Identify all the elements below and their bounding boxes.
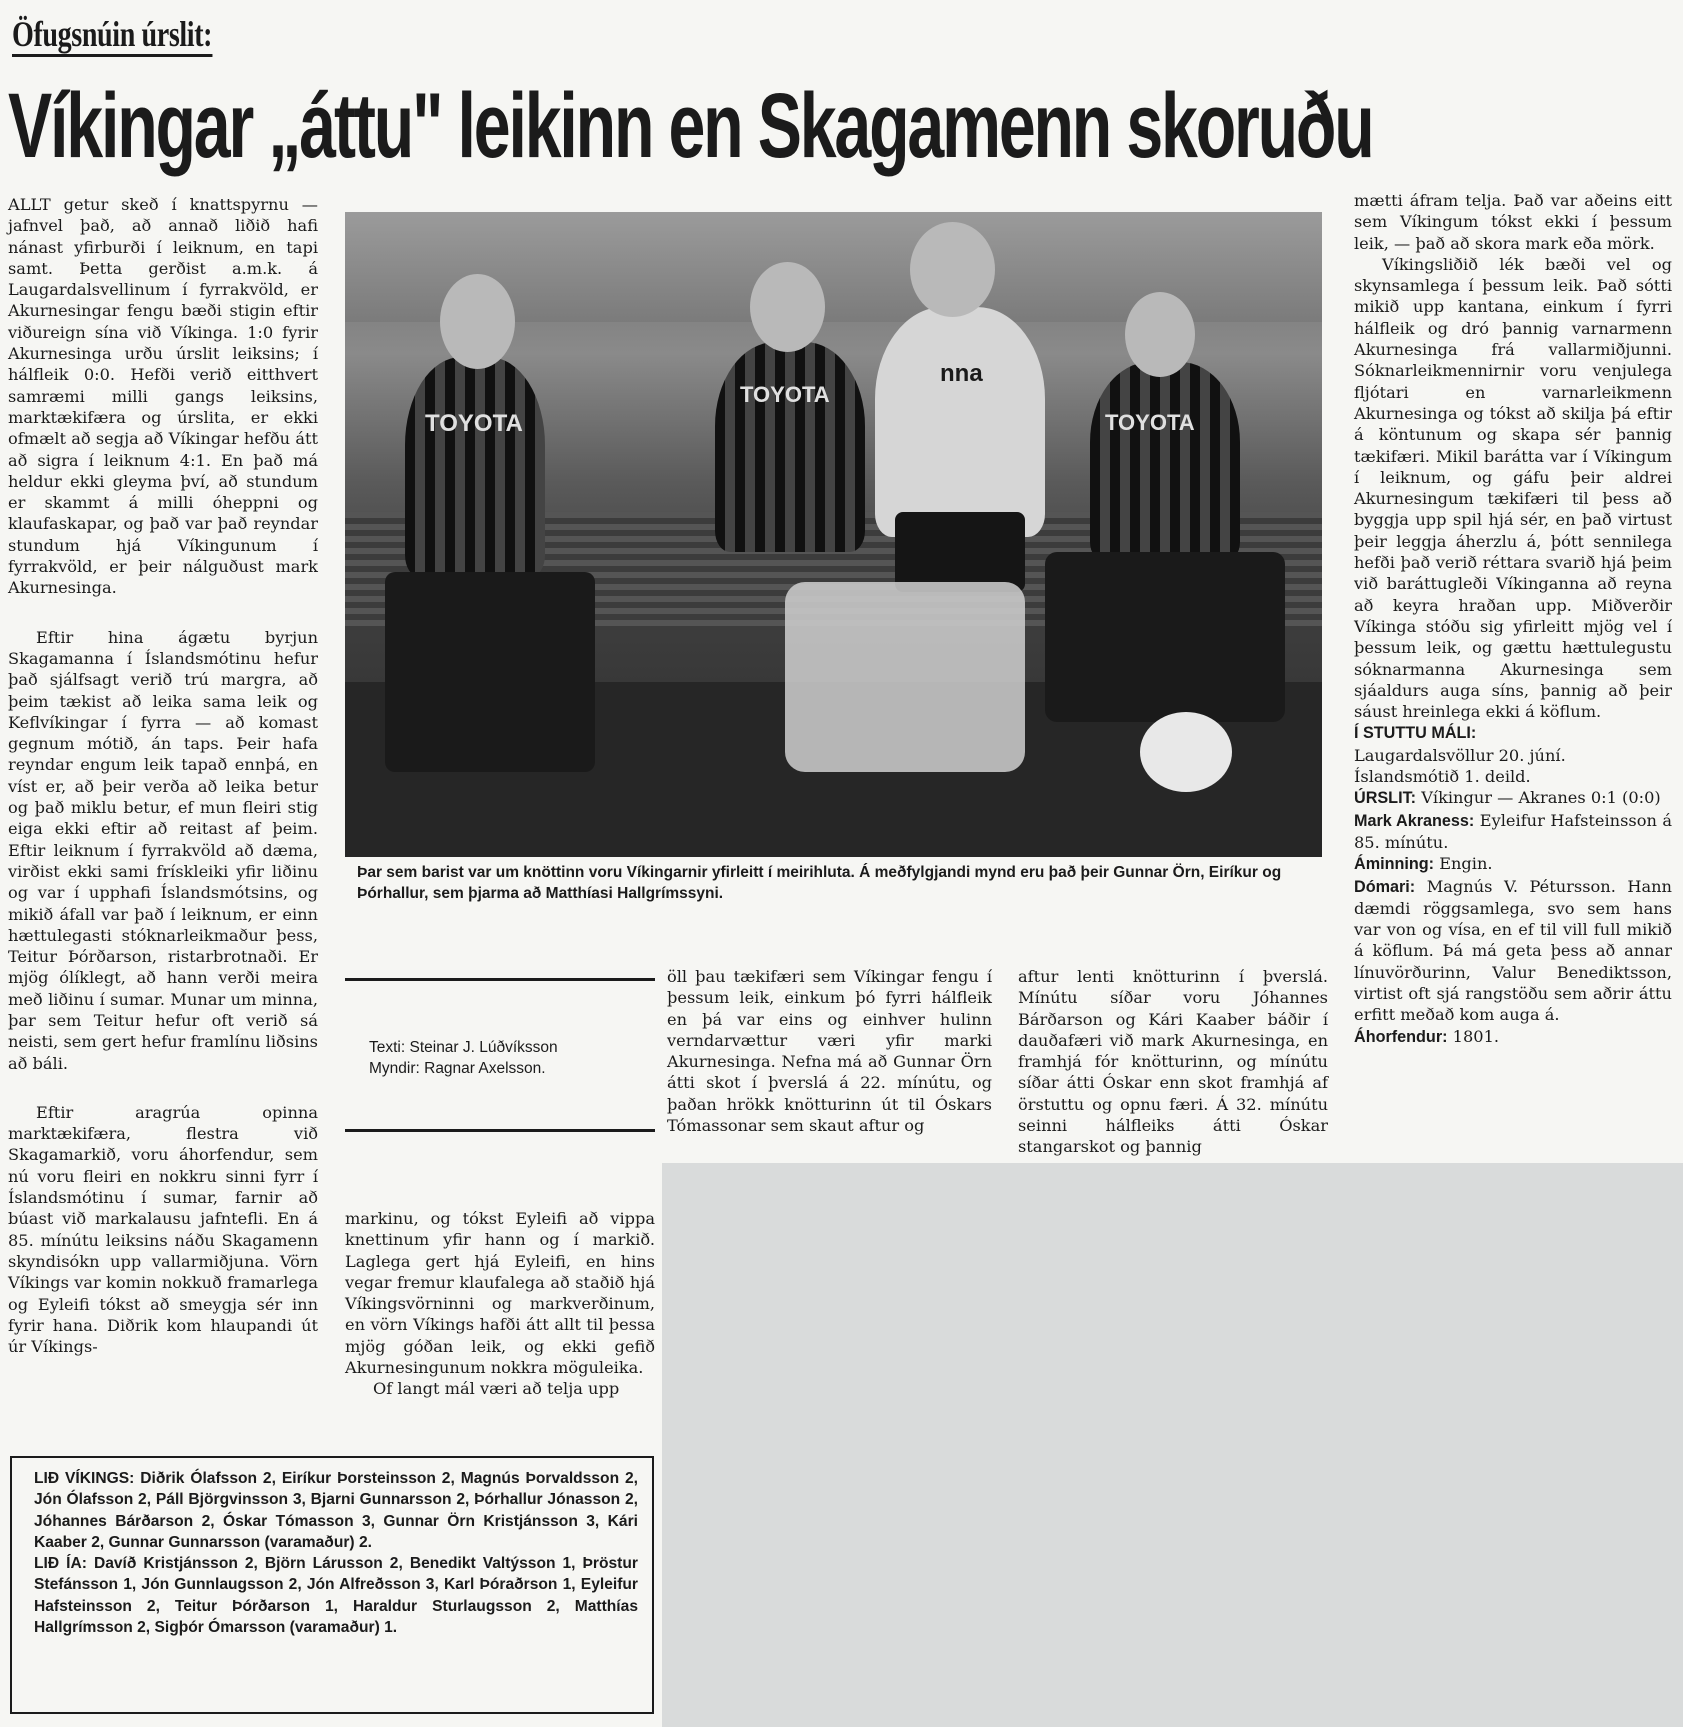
column-3 bbox=[667, 966, 992, 1136]
lineups-box bbox=[10, 1456, 654, 1714]
jersey-text-white: nna bbox=[940, 360, 983, 387]
facts-referee-value: Magnús V. Pétursson. Hann dæmdi röggsamlega, svo sem hans var von og vísa, en ef til vill full mikið á köflum. Þá má geta þess að annar línuvörðurinn, Valur Benediktsson, virtist oft sjá rangstöðu sem aðrir áttu erfitt meðað kom auga á. bbox=[1354, 876, 1672, 1025]
player-white-legs bbox=[785, 582, 1025, 772]
jersey-text-right: TOYOTA bbox=[1105, 410, 1195, 435]
rule-top bbox=[345, 978, 655, 981]
player-right-head bbox=[1125, 292, 1195, 377]
column-5 bbox=[1354, 190, 1672, 1048]
column-2-paragraph-2: Of langt mál væri að telja upp bbox=[373, 1379, 620, 1399]
lineup-ia-players: Davíð Kristjánsson 2, Björn Lárusson 2, Benedikt Valtýsson 1, Þröstur Stefánsson 1, Jón Gunnlaugsson 2, Jón Alfreðsson 3, Karl Þóraðrson 1, Eyleifur Hafsteinsson 2, Teitur Þórðarson 1, Haraldur Sturlaugsson 2, Matthías Hallgrímsson 2, Sigþór Ómarsson (varamaður) 1. bbox=[34, 1555, 638, 1637]
column-1-paragraph-1: ALLT getur skeð í knattspyrnu — jafnvel það, að annað liðið hafi nánast yfirburði í leiknum, en tapi samt. Þetta gerðist a.m.k. á Laugardalsvellinum í fyrrakvöld, er Akurnesingar fengu bæði stigin eftir viðureign sína við Víkinga. 1:0 fyrir Akurnesinga urðu úrslit leiksins; í hálfleik 0:0. Hefði verið eitthvert samræmi milli gangs leiksins, marktækifæra og úrslita, er ekki ofmælt að segja að Víkingar hefðu átt að sigra í leiknum 4:1. En það má heldur ekki gleyma því, að stundum er skammt á milli óheppni og klaufaskapar, og það var það reyndar stundum hjá Víkingunum í fyrrakvöld, er þeir nálguðust mark Akurnesinga. bbox=[8, 195, 318, 598]
facts-goal-value: Eyleifur Hafsteinsson á 85. mínútu. bbox=[1354, 810, 1672, 852]
column-1-paragraph-2: Eftir hina ágætu byrjun Skagamanna í Íslandsmótinu hefur það sjálfsagt verið trú margra, að þeim tækist að leika sama leik og Keflvíkingar í fyrra — að komast gegnum mótið, án taps. Þeir hafa reyndar engum leik tapað ennþá, en víst er, að þeir verða að leika betur og það miklu betur, ef mun fleiri stig eiga ekki eftir að reitast af þeim. Eftir leiknum í fyrrakvöld að dæma, virðist ekki sami frískleiki yfir liðinu og var í upphafi Íslandsmótsins, og mikið áfall var það í leiknum, er einn hættulegasti stóknarleikmaður þess, Teitur Þórðarson, ristarbrotnaði. Er mjög ólíklegt, að hann verði meira með liðinu í sumar. Munar um minna, þar sem Teitur hefur oft verið sá neisti, sem gert hefur framlínu liðsins að báli. bbox=[8, 627, 318, 1073]
player-right-legs bbox=[1045, 552, 1285, 722]
player-left-legs bbox=[385, 572, 595, 772]
column-5-paragraph-1: mætti áfram telja. Það var aðeins eitt sem Víkingum tókst ekki í þessum leik, — það að skora mark eða mörk. bbox=[1354, 191, 1672, 253]
facts-warning-value: Engin. bbox=[1439, 854, 1493, 874]
column-2 bbox=[345, 1208, 655, 1400]
credit-text: Texti: Steinar J. Lúðvíksson bbox=[369, 1039, 558, 1056]
jersey-text-left: TOYOTA bbox=[425, 410, 523, 437]
lineup-ia-label: LIÐ ÍA: bbox=[34, 1555, 87, 1573]
column-4 bbox=[1018, 966, 1328, 1158]
column-1-paragraph-3: Eftir aragrúa opinna marktækifæra, flestra við Skagamarkið, voru áhorfendur, sem nú voru fleiri en nokkru sinni fyrr í Íslandsmótinu í sumar, farnir að búast við markalausu jafntefli. En á 85. mínútu leiksins náðu Skagamenn skyndisókn upp vallarmiðjuna. Vörn Víkings var komin nokkuð framarlega og Eyleifi tókst að smeygja sér inn fyrir hana. Diðrik kom hlaupandi út úr Víkings- bbox=[8, 1102, 318, 1357]
column-4-paragraph-1: aftur lenti knötturinn í þverslá. Mínútu síðar voru Jóhannes Bárðarson og Kári Kaaber báðir í dauðafæri við mark Akurnesinga, en framhjá fór knötturinn, og mínútu síðar átti Óskar enn skot framhjá af örstuttu og opnu færi. Á 32. mínútu seinni hálfleiks átti Óskar stangarskot og þannig bbox=[1018, 967, 1328, 1157]
photo-caption: Þar sem barist var um knöttinn voru Víkingarnir yfirleitt í meirihluta. Á meðfylgjandi mynd eru það þeir Gunnar Örn, Eiríkur og Þórhallur, sem þjarma að Matthíasi Hallgrímssyni. bbox=[357, 864, 1282, 902]
facts-warning-label: Áminning: bbox=[1354, 855, 1435, 874]
football bbox=[1140, 712, 1232, 792]
jersey-text-center-left: TOYOTA bbox=[740, 382, 830, 407]
facts-goal-label: Mark Akraness: bbox=[1354, 811, 1475, 830]
player-left bbox=[405, 357, 545, 577]
lineup-ia bbox=[34, 1553, 638, 1638]
credit-photos: Myndir: Ragnar Axelsson. bbox=[369, 1060, 546, 1077]
player-center-left bbox=[715, 342, 865, 552]
player-white-head bbox=[910, 222, 995, 317]
rule-bottom bbox=[345, 1129, 655, 1132]
player-center-left-head bbox=[750, 262, 825, 352]
lineup-vikings bbox=[34, 1468, 638, 1553]
match-facts bbox=[1354, 722, 1672, 1047]
column-2-paragraph-1: markinu, og tókst Eyleifi að vippa knettinum yfir hann og í markið. Laglega gert hjá Eyleifi, en hins vegar fremur klaufalega að staðið hjá Víkingsvörninni og markverðinum, en vörn Víkings hafði átt allt til þessa mjög góðan leik, og ekki gefið Akurnesingunum nokkra möguleika. bbox=[345, 1209, 655, 1378]
player-left-head bbox=[440, 274, 515, 369]
column-3-paragraph-1: öll þau tækifæri sem Víkingar fengu í þessum leik, einkum þó fyrri hálfleik en þá var eins og einhver hulinn verndarvættur væri yfir marki Akurnesinga. Nefna má að Gunnar Örn átti skot í þverslá á 22. mínútu, og þaðan hrökk knötturinn út til Óskars Tómassonar sem skaut aftur og bbox=[667, 967, 992, 1136]
facts-attendance-value: 1801. bbox=[1452, 1026, 1500, 1046]
facts-result-label: ÚRSLIT: bbox=[1354, 789, 1417, 808]
player-white bbox=[875, 307, 1045, 537]
player-right bbox=[1090, 362, 1240, 562]
lineup-vikings-label: LIÐ VÍKINGS: bbox=[34, 1470, 135, 1487]
kicker-heading: Öfugsnúin úrslit: bbox=[12, 14, 212, 57]
facts-league: Íslandsmótið 1. deild. bbox=[1354, 767, 1531, 787]
facts-result-value: Víkingur — Akranes 0:1 (0:0) bbox=[1421, 788, 1661, 808]
column-5-paragraph-2: Víkingsliðið lék bæði vel og skynsamlega í þessum leik. Það sótti mikið upp kantana, einkum í fyrri hálfleik og dró þannig varnarmenn Akurnesinga frá vallarmiðjunni. Sóknarleikmennirnir voru venjulega fljótari en varnarleikmenn Akurnesinga og tókst að skilja þá eftir á köntunum og skapa sér þannig tækifæri. Mikil barátta var í Víkingum í leiknum, og gáfu þeir aldrei Akurnesingum tækifæri til þess að byggja upp spil hjá sér, en það virtust þeir leggja áherzlu á, þótt sennilega hefði það verið réttara svarið hjá þeim við baráttugleði Víkinganna að reyna að keyra hraðan upp. Miðverðir Víkinga stóðu sig yfirleitt mjög vel í þessum leik, og gættu hættulegustu sóknarmanna Akurnesinga sem sjáaldurs auga síns, þannig að þeir sáust hreinlega ekki á köflum. bbox=[1354, 254, 1672, 722]
player-white-shorts bbox=[895, 512, 1025, 592]
lineup-vikings-players: Diðrik Ólafsson 2, Eiríkur Þorsteinsson 2, Magnús Þorvaldsson 2, Jón Ólafsson 2, Páll Björgvinsson 3, Bjarni Gunnarsson 2, Þórhallur Jónasson 2, Jóhannes Bárðarson 2, Óskar Tómasson 3, Gunnar Örn Kristjánsson 3, Kári Kaaber 2, Gunnar Gunnarsson (varamaður) 2. bbox=[34, 1470, 639, 1551]
facts-heading: Í STUTTU MÁLI: bbox=[1354, 724, 1477, 743]
headline: Víkingar „áttu" leikinn en Skagamenn skoruðu bbox=[8, 75, 1373, 177]
match-photo bbox=[345, 212, 1322, 857]
column-1 bbox=[8, 194, 318, 1357]
credits bbox=[369, 1037, 558, 1079]
facts-referee-label: Dómari: bbox=[1354, 877, 1416, 896]
facts-attendance-label: Áhorfendur: bbox=[1354, 1027, 1448, 1046]
facts-venue: Laugardalsvöllur 20. júní. bbox=[1354, 745, 1566, 765]
